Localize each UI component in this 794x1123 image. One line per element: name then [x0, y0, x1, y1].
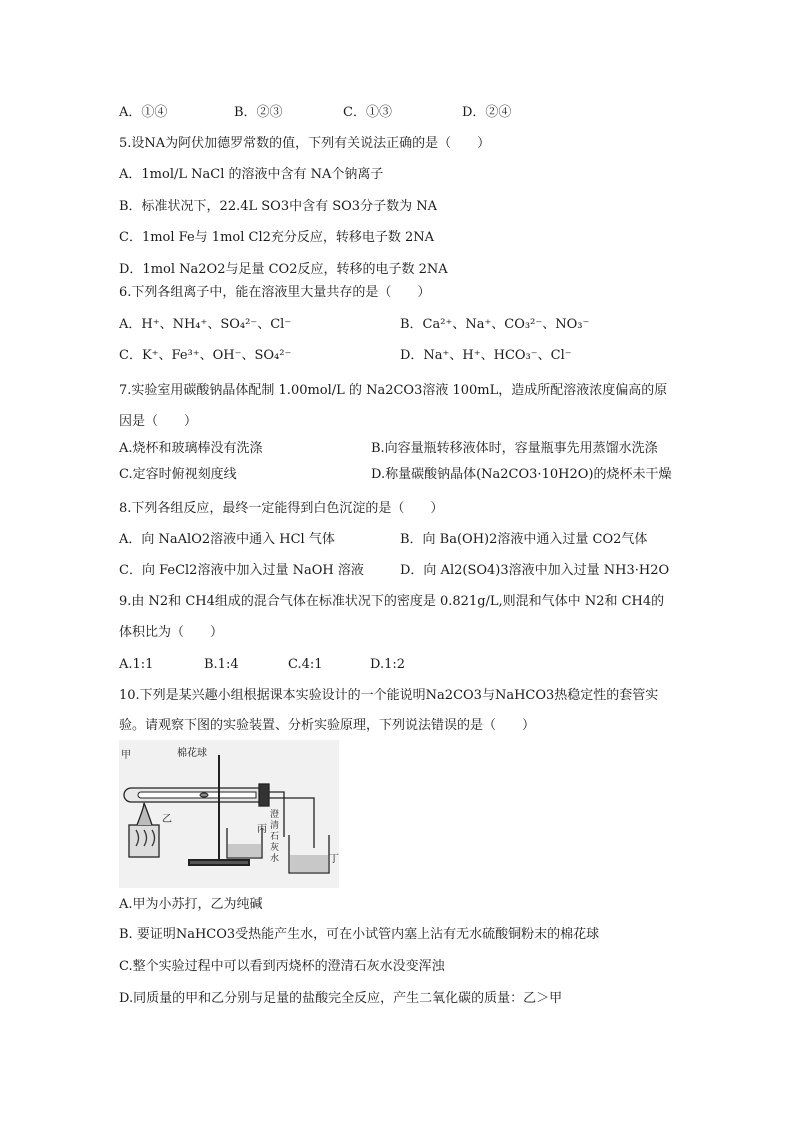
question-7-stem-line1: 7.实验室用碳酸钠晶体配制 1.00mol/L 的 Na2CO3溶液 100mL，造成所配溶液浓度偏高的原	[119, 383, 668, 398]
question-8-option-b: B．向 Ba(OH)2溶液中通入过量 CO2气体	[400, 532, 648, 547]
question-6-option-d: D．Na⁺、H⁺、HCO₃⁻、Cl⁻	[400, 348, 572, 363]
question-8-option-a: A．向 NaAlO2溶液中通入 HCl 气体	[119, 532, 335, 547]
label-lime-water: 澄清石灰水	[270, 810, 280, 864]
label-cotton-ball: 棉花球	[177, 748, 207, 759]
question-6-option-a: A．H⁺、NH₄⁺、SO₄²⁻、Cl⁻	[119, 317, 292, 332]
question-8-stem: 8.下列各组反应，最终一定能得到白色沉淀的是（ ）	[119, 501, 444, 516]
question-6-stem: 6.下列各组离子中，能在溶液里大量共存的是（ ）	[119, 285, 431, 300]
question-10-stem-line2: 验。请观察下图的实验装置、分析实验原理，下列说法错误的是（ ）	[119, 718, 536, 733]
question-7-option-d: D.称量碳酸钠晶体(Na2CO3·10H2O)的烧杯未干燥	[371, 467, 672, 482]
inner-test-tube	[138, 792, 256, 798]
question-5-option-a: A．1mol/L NaCl 的溶液中含有 NA个钠离子	[119, 167, 384, 182]
question-9-option-c: C.4:1	[288, 657, 323, 672]
question-6-option-c: C．K⁺、Fe³⁺、OH⁻、SO₄²⁻	[119, 348, 292, 363]
question-9-stem-line1: 9.由 N2和 CH4组成的混合气体在标准状况下的密度是 0.821g/L,则混和气体中 N2和 CH4的	[119, 594, 665, 609]
question-8-option-d: D．向 Al2(SO4)3溶液中加入过量 NH3·H2O	[400, 563, 670, 578]
label-bing: 丙	[257, 824, 267, 835]
question-9-stem-line2: 体积比为（ ）	[119, 625, 224, 640]
question-6-option-b: B．Ca²⁺、Na⁺、CO₃²⁻、NO₃⁻	[400, 317, 590, 332]
label-ding: 丁	[329, 854, 339, 865]
answer-option-b: B．②③	[234, 105, 283, 120]
question-9-option-a: A.1:1	[119, 657, 154, 672]
question-7-option-a: A.烧杯和玻璃棒没有洗涤	[119, 441, 263, 456]
question-5-option-c: C．1mol Fe与 1mol Cl2充分反应，转移电子数 2NA	[119, 230, 435, 245]
question-10-option-b: B. 要证明NaHCO3受热能产生水，可在小试管内塞上沾有无水硫酸铜粉末的棉花球	[119, 927, 600, 942]
answer-option-c: C．①③	[343, 105, 392, 120]
question-10-option-c: C.整个实验过程中可以看到丙烧杯的澄清石灰水没变浑浊	[119, 959, 445, 974]
label-yi: 乙	[162, 814, 172, 825]
question-10-option-a: A.甲为小苏打，乙为纯碱	[119, 897, 263, 912]
question-7-option-c: C.定容时俯视刻度线	[119, 467, 237, 482]
answer-option-d: D．②④	[462, 105, 512, 120]
question-8-option-c: C．向 FeCl2溶液中加入过量 NaOH 溶液	[119, 563, 364, 578]
question-9-option-b: B.1:4	[204, 657, 239, 672]
question-5-option-b: B．标准状况下，22.4L SO3中含有 SO3分子数为 NA	[119, 199, 437, 214]
question-5-stem: 5.设NA为阿伏加德罗常数的值，下列有关说法正确的是（ ）	[119, 136, 491, 151]
question-10-option-d: D.同质量的甲和乙分别与足量的盐酸完全反应，产生二氧化碳的质量：乙＞甲	[119, 991, 563, 1006]
question-9-option-d: D.1:2	[370, 657, 406, 672]
question-10-stem-line1: 10.下列是某兴趣小组根据课本实验设计的一个能说明Na2CO3与NaHCO3热稳定性的套管实	[119, 688, 659, 703]
answer-option-a: A．①④	[119, 105, 168, 120]
question-7-option-b: B.向容量瓶转移液体时，容量瓶事先用蒸馏水洗涤	[371, 441, 658, 456]
question-7-stem-line2: 因是（ ）	[119, 414, 198, 429]
label-jia: 甲	[121, 750, 131, 761]
apparatus-figure	[119, 740, 339, 888]
question-5-option-d: D．1mol Na2O2与足量 CO2反应，转移的电子数 2NA	[119, 262, 448, 277]
